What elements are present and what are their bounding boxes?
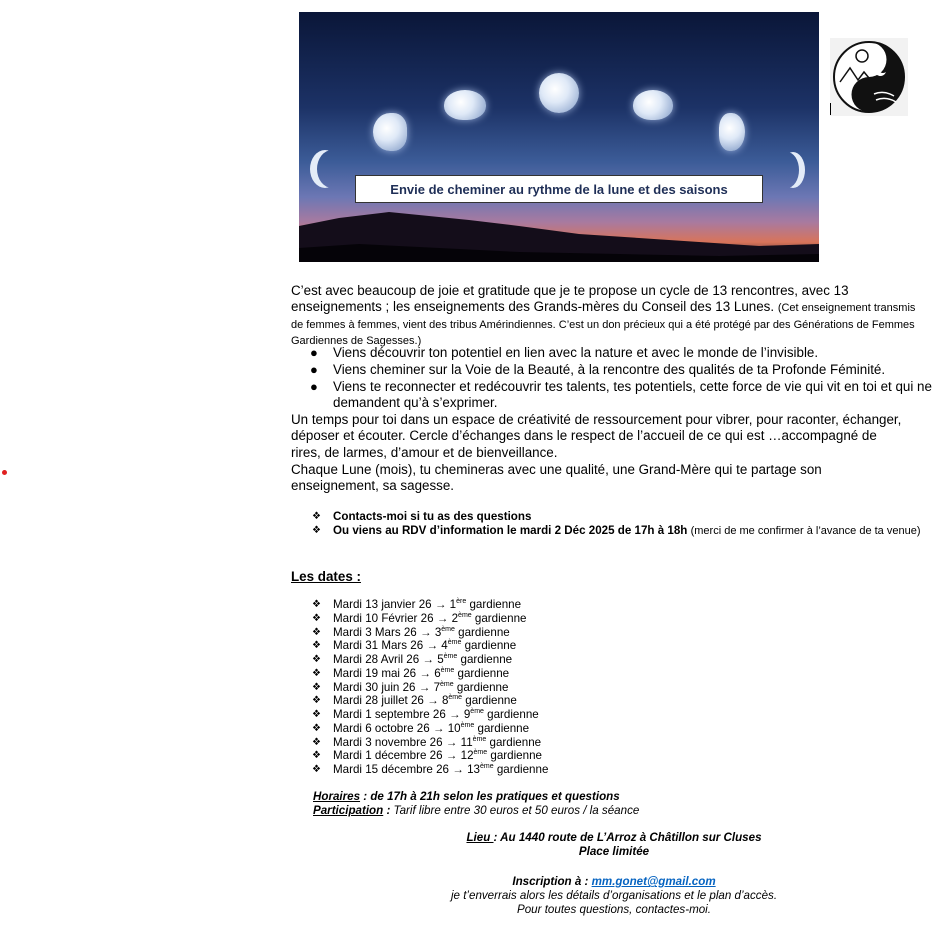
arrow-icon: → bbox=[422, 653, 434, 666]
arrow-icon: → bbox=[420, 625, 432, 639]
participation-sep: : bbox=[383, 804, 394, 817]
lieu-line bbox=[414, 831, 814, 845]
date-item bbox=[312, 721, 530, 736]
diamond-bullet-icon: ❖ bbox=[312, 667, 321, 679]
date-item bbox=[312, 763, 549, 777]
bullet-item-3 bbox=[310, 379, 936, 412]
gardienne-number: 5 bbox=[437, 653, 444, 666]
date-text: Mardi 10 Février 26 bbox=[333, 611, 434, 625]
bullet-item-2 bbox=[310, 362, 933, 378]
ordinal-suffix: ème bbox=[473, 749, 488, 757]
rdv-note: (merci de me confirmer à l’avance de ta venue) bbox=[690, 525, 921, 537]
intro-note: (Cet enseignement transmis de femmes à femmes, vient des tribus Amérindiennes. C’est un don précieux qui a été protégé par des Générations de Femmes Gardiennes de Sagesses.) bbox=[291, 302, 916, 348]
banner-title-box bbox=[355, 175, 763, 203]
mountain-silhouette bbox=[299, 12, 819, 262]
date-text: Mardi 3 novembre 26 bbox=[333, 735, 443, 749]
date-text: Mardi 19 mai 26 bbox=[333, 666, 417, 680]
arrow-icon: → bbox=[418, 680, 431, 694]
date-text: Mardi 28 Avril 26 bbox=[333, 653, 420, 666]
diamond-bullet-icon: ❖ bbox=[312, 750, 321, 762]
bullet-text: Viens découvrir ton potentiel en lien avec la nature et avec le monde de l’invisible. bbox=[333, 345, 819, 360]
gardienne-label: gardienne bbox=[456, 680, 509, 694]
bullet-dot-icon: ● bbox=[310, 362, 318, 377]
ordinal-suffix: ème bbox=[448, 694, 463, 702]
date-text: Mardi 28 juillet 26 bbox=[333, 694, 424, 708]
date-text: Mardi 30 juin 26 bbox=[333, 680, 416, 694]
arrow-icon: → bbox=[432, 721, 445, 735]
date-text: Mardi 1 décembre 26 bbox=[333, 749, 443, 763]
diamond-bullet-icon: ❖ bbox=[312, 654, 321, 665]
date-item bbox=[312, 708, 539, 722]
gardienne-label: gardienne bbox=[465, 694, 517, 708]
diamond-bullet-icon: ❖ bbox=[312, 612, 321, 624]
lieu-block bbox=[414, 831, 814, 859]
arrow-icon: → bbox=[427, 694, 439, 708]
contact-item-2 bbox=[312, 524, 923, 538]
gardienne-label: gardienne bbox=[489, 735, 542, 749]
date-text: Mardi 13 janvier 26 bbox=[333, 598, 432, 611]
ordinal-suffix: ème bbox=[460, 721, 475, 729]
date-text: Mardi 3 Mars 26 bbox=[333, 625, 417, 639]
ordinal-suffix: ème bbox=[479, 763, 494, 770]
diamond-bullet-icon: ❖ bbox=[312, 525, 321, 536]
gardienne-label: gardienne bbox=[496, 763, 549, 776]
gardienne-number: 6 bbox=[434, 666, 441, 680]
contact-text: Contacts-moi si tu as des questions bbox=[333, 510, 532, 523]
gardienne-label: gardienne bbox=[458, 625, 510, 639]
inscription-block bbox=[414, 875, 814, 916]
gardienne-label: gardienne bbox=[474, 611, 527, 625]
gardienne-number: 7 bbox=[433, 680, 441, 694]
ordinal-suffix: ème bbox=[440, 680, 454, 688]
ordinal-suffix: ème bbox=[472, 735, 487, 743]
gardienne-number: 8 bbox=[441, 694, 449, 708]
date-item bbox=[312, 666, 510, 681]
lieu-label: Lieu bbox=[466, 831, 494, 844]
arrow-icon: → bbox=[445, 749, 458, 763]
gardienne-number: 11 bbox=[460, 735, 473, 749]
diamond-bullet-icon: ❖ bbox=[312, 722, 321, 734]
red-dot-mark bbox=[2, 470, 7, 475]
gardienne-label: gardienne bbox=[490, 749, 542, 763]
diamond-bullet-icon: ❖ bbox=[312, 511, 321, 522]
date-item bbox=[312, 653, 513, 667]
paragraph-chaque-lune: Chaque Lune (mois), tu chemineras avec une qualité, une Grand-Mère qui te partage son enseignement, sa sagesse. bbox=[291, 462, 822, 494]
banner-title: Envie de cheminer au rythme de la lune et des saisons bbox=[390, 181, 728, 197]
arrow-icon: → bbox=[426, 639, 439, 653]
diamond-bullet-icon: ❖ bbox=[312, 626, 321, 638]
diamond-bullet-icon: ❖ bbox=[312, 640, 321, 652]
intro-text: C’est avec beaucoup de joie et gratitude que je te propose un cycle de 13 rencontres, avec 13 enseignements ; les enseignements des Grands-mères du Conseil des 13 Lunes. bbox=[291, 283, 849, 315]
place-limitee: Place limitée bbox=[578, 844, 650, 858]
gardienne-number: 4 bbox=[441, 639, 448, 653]
rdv-text: Ou viens au RDV d’information le mardi 2 Déc 2025 de 17h à 18h bbox=[333, 524, 688, 537]
date-text: Mardi 6 octobre 26 bbox=[333, 721, 430, 735]
date-item bbox=[312, 639, 517, 653]
bullet-dot-icon: ● bbox=[310, 379, 318, 394]
date-item bbox=[312, 680, 509, 695]
bullet-dot-icon: ● bbox=[310, 345, 318, 360]
inscription-line bbox=[414, 875, 814, 889]
ordinal-suffix: ème bbox=[443, 653, 458, 660]
inscription-contact: Pour toutes questions, contactes-moi. bbox=[517, 902, 711, 916]
diamond-bullet-icon: ❖ bbox=[312, 599, 321, 610]
gardienne-label: gardienne bbox=[457, 666, 510, 680]
arrow-icon: → bbox=[445, 735, 458, 749]
email-link[interactable]: mm.gonet@gmail.com bbox=[591, 875, 716, 888]
date-item bbox=[312, 598, 522, 612]
participation-value: Tarif libre entre 30 euros et 50 euros / la séance bbox=[393, 804, 640, 817]
yin-yang-nature-logo bbox=[830, 38, 908, 116]
ordinal-suffix: ème bbox=[441, 625, 455, 633]
gardienne-number: 10 bbox=[447, 721, 461, 735]
ordinal-suffix: ème bbox=[440, 666, 455, 674]
intro-paragraph bbox=[291, 283, 921, 349]
diamond-bullet-icon: ❖ bbox=[312, 736, 321, 748]
ordinal-suffix: ème bbox=[458, 611, 472, 619]
date-text: Mardi 31 Mars 26 bbox=[333, 639, 424, 653]
bullet-text: Viens cheminer sur la Voie de la Beauté, à la rencontre des qualités de ta Profonde Féminité. bbox=[333, 362, 886, 377]
lieu-value: : Au 1440 route de L’Arroz à Châtillon sur Cluses bbox=[493, 831, 762, 844]
gardienne-number: 2 bbox=[451, 611, 459, 625]
dates-heading: Les dates : bbox=[291, 569, 361, 584]
horaires-label: Horaires bbox=[313, 790, 361, 803]
arrow-icon: → bbox=[419, 666, 431, 680]
ordinal-suffix: ème bbox=[447, 639, 462, 647]
inscription-label: Inscription à : bbox=[512, 875, 592, 888]
gardienne-number: 12 bbox=[460, 749, 474, 763]
gardienne-number: 13 bbox=[467, 763, 480, 776]
arrow-icon: → bbox=[449, 708, 461, 721]
bullet-item-1 bbox=[310, 345, 933, 361]
participation-line bbox=[313, 804, 639, 818]
gardienne-number: 9 bbox=[463, 708, 471, 721]
text-cursor bbox=[830, 103, 831, 115]
participation-label: Participation bbox=[313, 804, 384, 817]
horaires-line bbox=[313, 790, 620, 804]
diamond-bullet-icon: ❖ bbox=[312, 681, 321, 693]
gardienne-label: gardienne bbox=[464, 639, 517, 653]
ordinal-suffix: ère bbox=[456, 598, 467, 605]
arrow-icon: → bbox=[452, 763, 464, 776]
moon-phases-banner bbox=[299, 12, 819, 262]
diamond-bullet-icon: ❖ bbox=[312, 709, 321, 720]
gardienne-label: gardienne bbox=[487, 708, 539, 721]
date-item bbox=[312, 611, 527, 626]
gardienne-label: gardienne bbox=[460, 653, 513, 666]
gardienne-label: gardienne bbox=[469, 598, 522, 611]
date-text: Mardi 15 décembre 26 bbox=[333, 763, 449, 776]
inscription-details: je t’enverrais alors les détails d’organisations et le plan d’accès. bbox=[450, 888, 778, 902]
contact-item-1 bbox=[312, 510, 923, 524]
gardienne-number: 3 bbox=[434, 625, 442, 639]
date-item bbox=[312, 735, 542, 750]
diamond-bullet-icon: ❖ bbox=[312, 764, 321, 775]
bullet-text: Viens te reconnecter et redécouvrir tes talents, tes potentiels, cette force de vie qui vit en toi et qui ne demandent qu’à s’exprimer. bbox=[333, 379, 932, 411]
date-item bbox=[312, 694, 517, 708]
arrow-icon: → bbox=[434, 598, 447, 611]
date-text: Mardi 1 septembre 26 bbox=[333, 708, 446, 721]
paragraph-temps: Un temps pour toi dans un espace de créativité de ressourcement pour vibrer, pour raconter, échanger, déposer et écouter. Cercle d’échanges dans le respect de l’accueil de ce qui est …accompagné de rires, de larmes, d’amour et de bienveillance. bbox=[291, 412, 902, 460]
ordinal-suffix: ème bbox=[470, 708, 484, 715]
date-item bbox=[312, 625, 510, 640]
horaires-value: : de 17h à 21h selon les pratiques et questions bbox=[360, 790, 620, 803]
date-item bbox=[312, 749, 542, 763]
gardienne-label: gardienne bbox=[477, 721, 530, 735]
arrow-icon: → bbox=[436, 611, 449, 625]
diamond-bullet-icon: ❖ bbox=[312, 695, 321, 707]
gardienne-number: 1 bbox=[449, 598, 457, 611]
